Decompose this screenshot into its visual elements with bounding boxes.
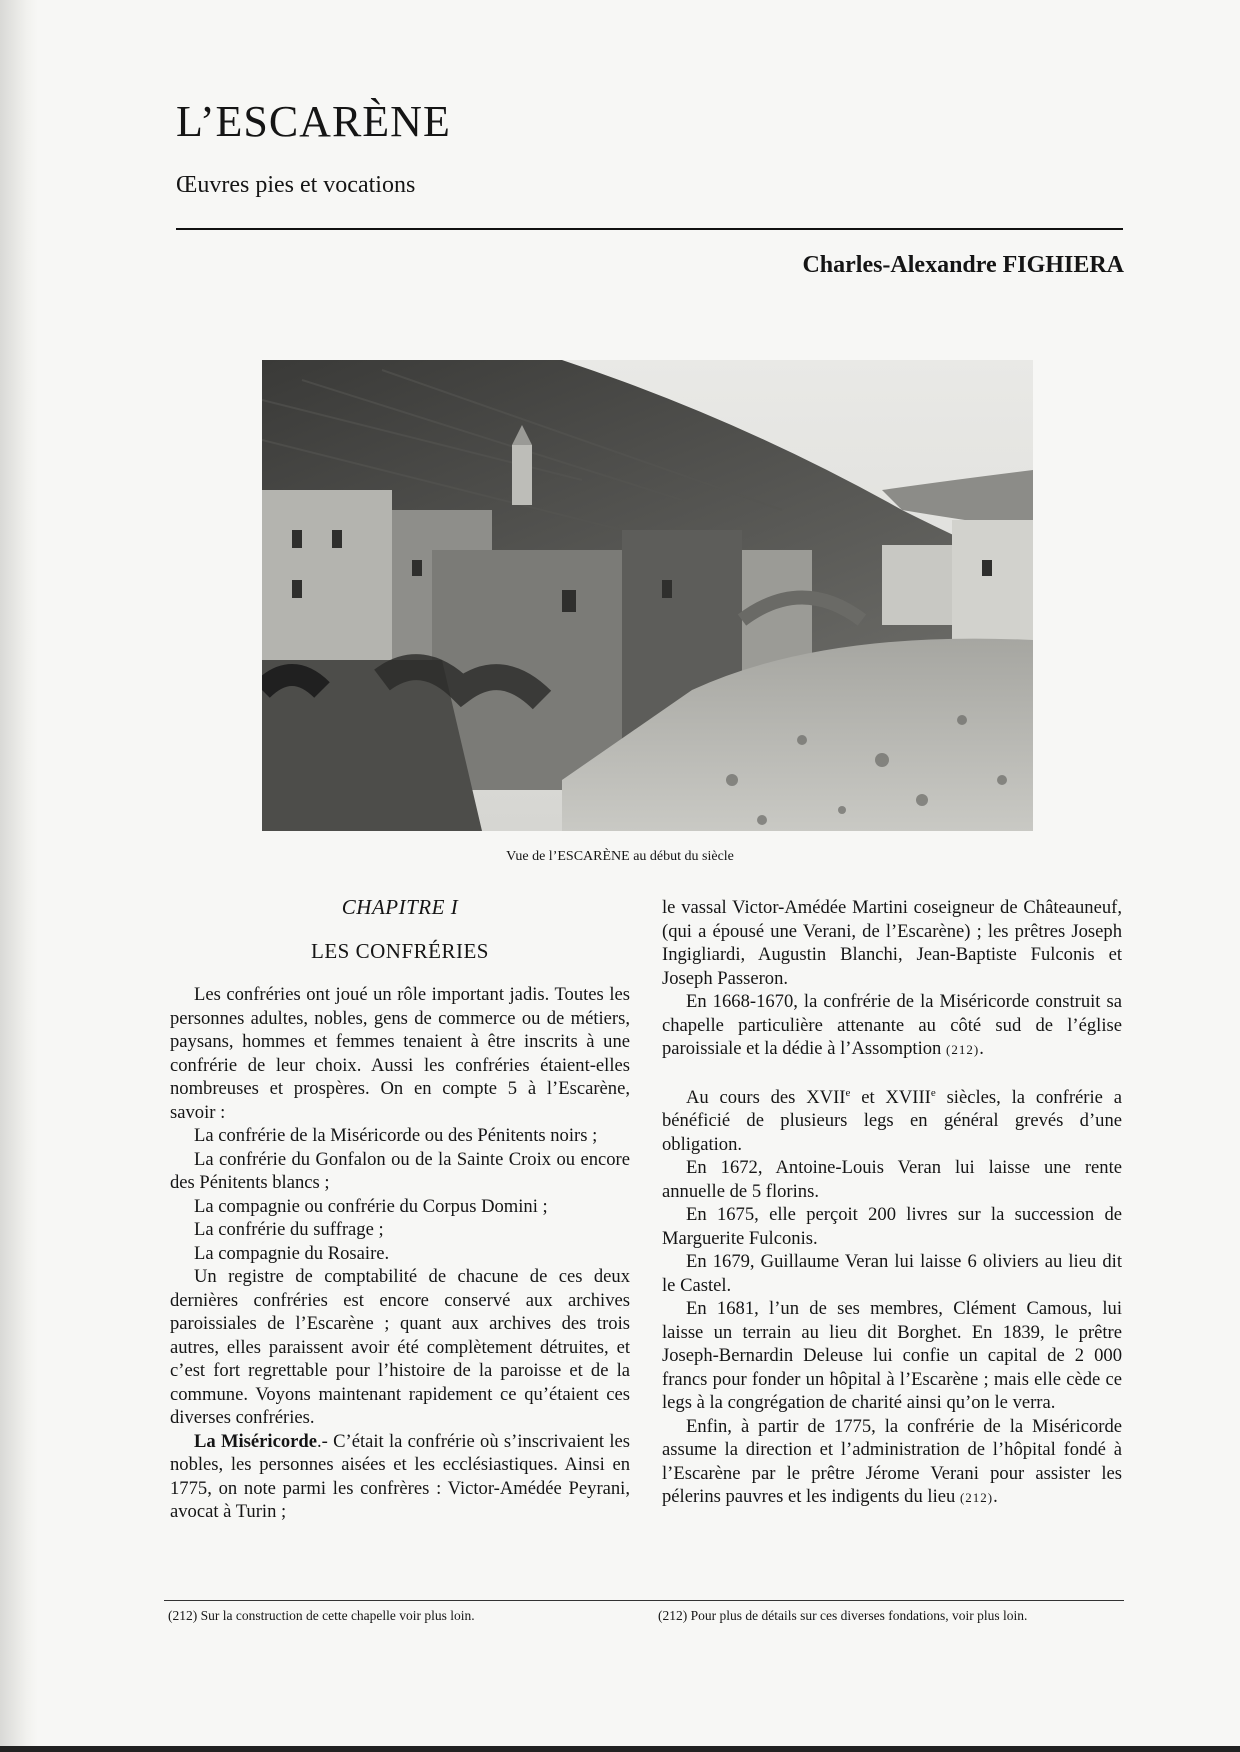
left-column [170, 896, 630, 1524]
paragraph: La compagnie du Rosaire. [194, 1242, 390, 1264]
article-title: L’ESCARÈNE [176, 97, 451, 146]
paragraph: Enfin, à partir de 1775, la confrérie de la Miséricorde assume la direction et l’administration de l’hôpital fondé à l’Escarène par le prêtre Jérome Verani pour assister les pélerins pauvres et les indigents du lieu (212). [662, 1415, 1122, 1507]
paragraph: En 1679, Guillaume Veran lui laisse 6 oliviers au lieu dit le Castel. [662, 1251, 1122, 1296]
right-column [662, 896, 1122, 1510]
paragraph: le vassal Victor-Amédée Martini coseigneur de Châteauneuf, (qui a épousé une Verani, de l’Escarène) ; les prêtres Joseph Ingigliardi, Augustin Blanchi, Jean-Baptiste Fulconis et Joseph Passeron. [662, 897, 1122, 989]
village-photograph [262, 360, 1033, 831]
paragraph: Les confréries ont joué un rôle important jadis. Toutes les personnes adultes, nobles, gens de commerce ou de métiers, paysans, hommes et femmes tenaient à être inscrits à une confrérie de leur choix. Aussi les confréries étaient-elles nombreuses et prospères. On en compte 5 à l’Escarène, savoir : [170, 984, 630, 1123]
photo-caption: Vue de l’ESCARÈNE au début du siècle [506, 849, 734, 864]
paragraph-text: Enfin, à partir de 1775, la confrérie de la Miséricorde assume la direction et l’administration de l’hôpital fondé à l’Escarène par le prêtre Jérome Verani pour assister les pélerins pauvres et les indigents du lieu [662, 1415, 1122, 1507]
footnote-ref: (212) [946, 1042, 980, 1057]
misericorde-text: .- C’était la confrérie où s’inscrivaient les nobles, les personnes aisées et les ecclésiastiques. Ainsi en 1775, on note parmi les confrères : Victor-Amédée Peyrani, avocat à Turin ; [170, 1430, 630, 1522]
paragraph-text: et XVIII [850, 1086, 931, 1108]
page-bottom-edge [0, 1746, 1240, 1752]
paragraph-text: En 1668-1670, la confrérie de la Miséricorde construit sa chapelle particulière attenante au côté sud de l’église paroissiale et la dédie à l’Assomption [662, 991, 1122, 1059]
paragraph-misericorde [170, 1430, 630, 1524]
paragraph: En 1672, Antoine-Louis Veran lui laisse une rente annuelle de 5 florins. [662, 1157, 1122, 1202]
footnote-left: (212) Sur la construction de cette chapelle voir plus loin. [168, 1608, 475, 1623]
superscript: e [845, 1086, 851, 1099]
paragraph: La compagnie ou confrérie du Corpus Domini ; [194, 1195, 548, 1217]
paragraph: La confrérie de la Miséricorde ou des Pénitents noirs ; [194, 1125, 598, 1146]
paragraph: En 1675, elle perçoit 200 livres sur la succession de Marguerite Fulconis. [662, 1204, 1122, 1249]
paragraph: La confrérie du suffrage ; [194, 1219, 384, 1240]
paragraph: La confrérie du Gonfalon ou de la Sainte Croix ou encore des Pénitents blancs ; [170, 1148, 630, 1193]
footnote-right: (212) Pour plus de détails sur ces diverses fondations, voir plus loin. [658, 1608, 1028, 1623]
section-heading: LES CONFRÉRIES [311, 938, 489, 963]
paragraph-text: siècles, la confrérie a bénéficié de plusieurs legs en général grevés d’une obligation. [662, 1086, 1122, 1155]
paragraph: Un registre de comptabilité de chacune de ces deux dernières confréries est encore conservé aux archives paroissiales de l’Escarène ; quant aux archives des trois autres, elles paraissent avoir été complètement détruites, et c’est fort regrettable pour l’histoire de la paroisse et de la commune. Voyons maintenant rapidement ce qu’étaient ces diverses confréries. [170, 1266, 630, 1428]
chapter-heading: CHAPITRE I [341, 895, 459, 919]
author-name: Charles-Alexandre FIGHIERA [802, 252, 1124, 278]
footnote-ref: (212) [959, 1490, 994, 1505]
paragraph-text: Au cours des XVII [686, 1086, 846, 1108]
header-rule [176, 228, 1123, 230]
paragraph [662, 1086, 1122, 1157]
page-binding-shadow [0, 0, 38, 1752]
article-subtitle: Œuvres pies et vocations [176, 172, 416, 198]
misericorde-label: La Miséricorde [194, 1430, 317, 1452]
village-photo-drawing [262, 360, 1033, 831]
superscript: e [930, 1086, 936, 1099]
paragraph: En 1668-1670, la confrérie de la Miséricorde construit sa chapelle particulière attenante au côté sud de l’église paroissiale et la dédie à l’Assomption (212). [662, 991, 1122, 1059]
footnote-rule [164, 1600, 1124, 1601]
paragraph-gap [662, 1062, 1122, 1086]
paragraph: En 1681, l’un de ses membres, Clément Camous, lui laisse un terrain au lieu dit Borghet. En 1839, le prêtre Joseph-Bernardin Deleuse lui confie un capital de 2 000 francs pour fonder un hôpital à l’Escarène ; mais elle cède ce legs à la congrégation de charité ainsi qu’on le verra. [662, 1298, 1122, 1413]
